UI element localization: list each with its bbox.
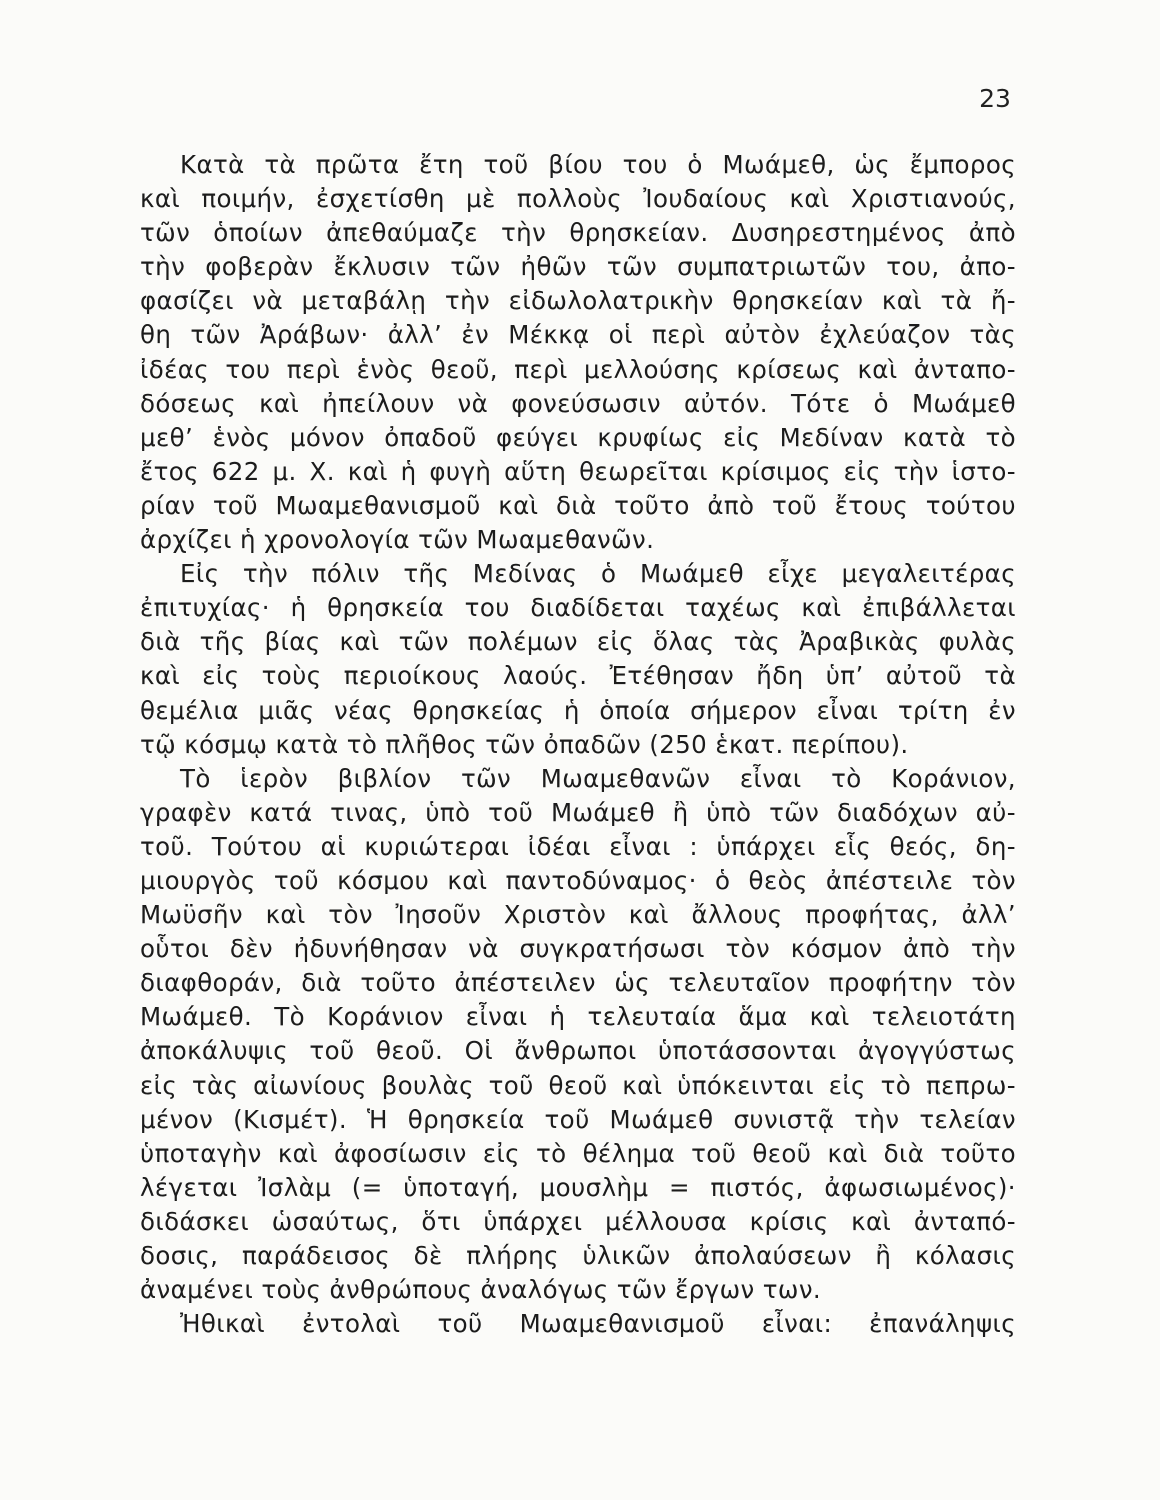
text-line: φασίζει νὰ μεταβάλῃ τὴν εἰδωλολατρικὴν θρησκείαν καὶ τὰ ἤ- [140,286,1016,316]
text-line: μένον (Κισμέτ). Ἡ θρησκεία τοῦ Μωάμεθ συνιστᾷ τὴν τελείαν [140,1104,1016,1134]
text-line: καὶ εἰς τοὺς περιοίκους λαούς. Ἐτέθησαν ἤδη ὑπ’ αὐτοῦ τὰ [140,661,1016,691]
text-line: ρίαν τοῦ Μωαμεθανισμοῦ καὶ διὰ τοῦτο ἀπὸ τοῦ ἔτους τούτου [140,490,1016,520]
text-line: τῷ κόσμῳ κατὰ τὸ πλῆθος τῶν ὀπαδῶν (250 ἑκατ. περίπου). [140,729,909,759]
text-line: εἰς τὰς αἰωνίους βουλὰς τοῦ θεοῦ καὶ ὑπόκεινται εἰς τὸ πεπρω- [140,1070,1016,1100]
text-line: Μωϋσῆν καὶ τὸν Ἰησοῦν Χριστὸν καὶ ἄλλους προφήτας, ἀλλ’ [140,900,1016,930]
text-line: δοσις, παράδεισος δὲ πλήρης ὑλικῶν ἀπολαύσεων ἢ κόλασις [140,1241,1016,1270]
text-line: διὰ τῆς βίας καὶ τῶν πολέμων εἰς ὅλας τὰς Ἀραβικὰς φυλὰς [140,627,1016,657]
text-line: Ἠθικαὶ ἐντολαὶ τοῦ Μωαμεθανισμοῦ εἶναι: ἐπανάληψις [180,1309,1016,1339]
text-line: λέγεται Ἰσλὰμ (= ὑποταγή, μουσλὴμ = πιστός, ἀφωσιωμένος)· [140,1172,1016,1202]
text-line: μιουργὸς τοῦ κόσμου καὶ παντοδύναμος· ὁ θεὸς ἀπέστειλε τὸν [140,865,1016,895]
text-line: δόσεως καὶ ἠπείλουν νὰ φονεύσωσιν αὐτόν. Τότε ὁ Μωάμεθ [140,388,1016,418]
text-line: ἐπιτυχίας· ἡ θρησκεία του διαδίδεται ταχέως καὶ ἐπιβάλλεται [140,593,1016,623]
text-line: θη τῶν Ἀράβων· ἀλλ’ ἐν Μέκκᾳ οἱ περὶ αὐτὸν ἐχλεύαζον τὰς [140,320,1016,350]
text-line: τὴν φοβερὰν ἔκλυσιν τῶν ἠθῶν τῶν συμπατριωτῶν του, ἀπο- [140,252,1016,282]
text-line: ὑποταγὴν καὶ ἀφοσίωσιν εἰς τὸ θέλημα τοῦ θεοῦ καὶ διὰ τοῦτο [140,1138,1016,1168]
text-line: γραφὲν κατά τινας, ὑπὸ τοῦ Μωάμεθ ἢ ὑπὸ τῶν διαδόχων αὐ- [140,797,1016,827]
text-line: ἀποκάλυψις τοῦ θεοῦ. Οἱ ἄνθρωποι ὑποτάσσονται ἀγογγύστως [140,1036,1016,1066]
text-line: τῶν ὁποίων ἀπεθαύμαζε τὴν θρησκείαν. Δυσηρεστημένος ἀπὸ [140,218,1016,248]
text-line: καὶ ποιμήν, ἐσχετίσθη μὲ πολλοὺς Ἰουδαίους καὶ Χριστιανούς, [140,184,1016,214]
text-line: ἰδέας του περὶ ἑνὸς θεοῦ, περὶ μελλούσης κρίσεως καὶ ἀνταπο- [140,354,1016,384]
text-line: Μωάμεθ. Τὸ Κοράνιον εἶναι ἡ τελευταία ἅμα καὶ τελειοτάτη [140,1002,1016,1032]
text-line: Εἰς τὴν πόλιν τῆς Μεδίνας ὁ Μωάμεθ εἶχε μεγαλειτέρας [180,559,1016,589]
text-line: ἔτος 622 μ. Χ. καὶ ἡ φυγὴ αὕτη θεωρεῖται κρίσιμος εἰς τὴν ἱστο- [140,456,1016,486]
text-line: θεμέλια μιᾶς νέας θρησκείας ἡ ὁποία σήμερον εἶναι τρίτη ἐν [140,695,1016,725]
page-number: 23 [979,84,1011,113]
text-line: τοῦ. Τούτου αἱ κυριώτεραι ἰδέαι εἶναι : ὑπάρχει εἷς θεός, δη- [140,831,1016,861]
text-line: Τὸ ἱερὸν βιβλίον τῶν Μωαμεθανῶν εἶναι τὸ Κοράνιον, [180,763,1016,793]
text-line: ἀναμένει τοὺς ἀνθρώπους ἀναλόγως τῶν ἔργων των. [140,1275,822,1305]
text-line: διδάσκει ὡσαύτως, ὅτι ὑπάρχει μέλλουσα κρίσις καὶ ἀνταπό- [140,1206,1016,1236]
body-text [140,148,1016,1341]
text-line: Κατὰ τὰ πρῶτα ἔτη τοῦ βίου του ὁ Μωάμεθ, ὡς ἔμπορος [180,150,1016,179]
text-line: ἀρχίζει ἡ χρονολογία τῶν Μωαμεθανῶν. [140,525,655,555]
text-line: οὗτοι δὲν ἠδυνήθησαν νὰ συγκρατήσωσι τὸν κόσμον ἀπὸ τὴν [140,934,1016,964]
text-line: διαφθοράν, διὰ τοῦτο ἀπέστειλεν ὡς τελευταῖον προφήτην τὸν [140,968,1016,998]
text-line: μεθ’ ἑνὸς μόνον ὀπαδοῦ φεύγει κρυφίως εἰς Μεδίναν κατὰ τὸ [140,422,1016,452]
